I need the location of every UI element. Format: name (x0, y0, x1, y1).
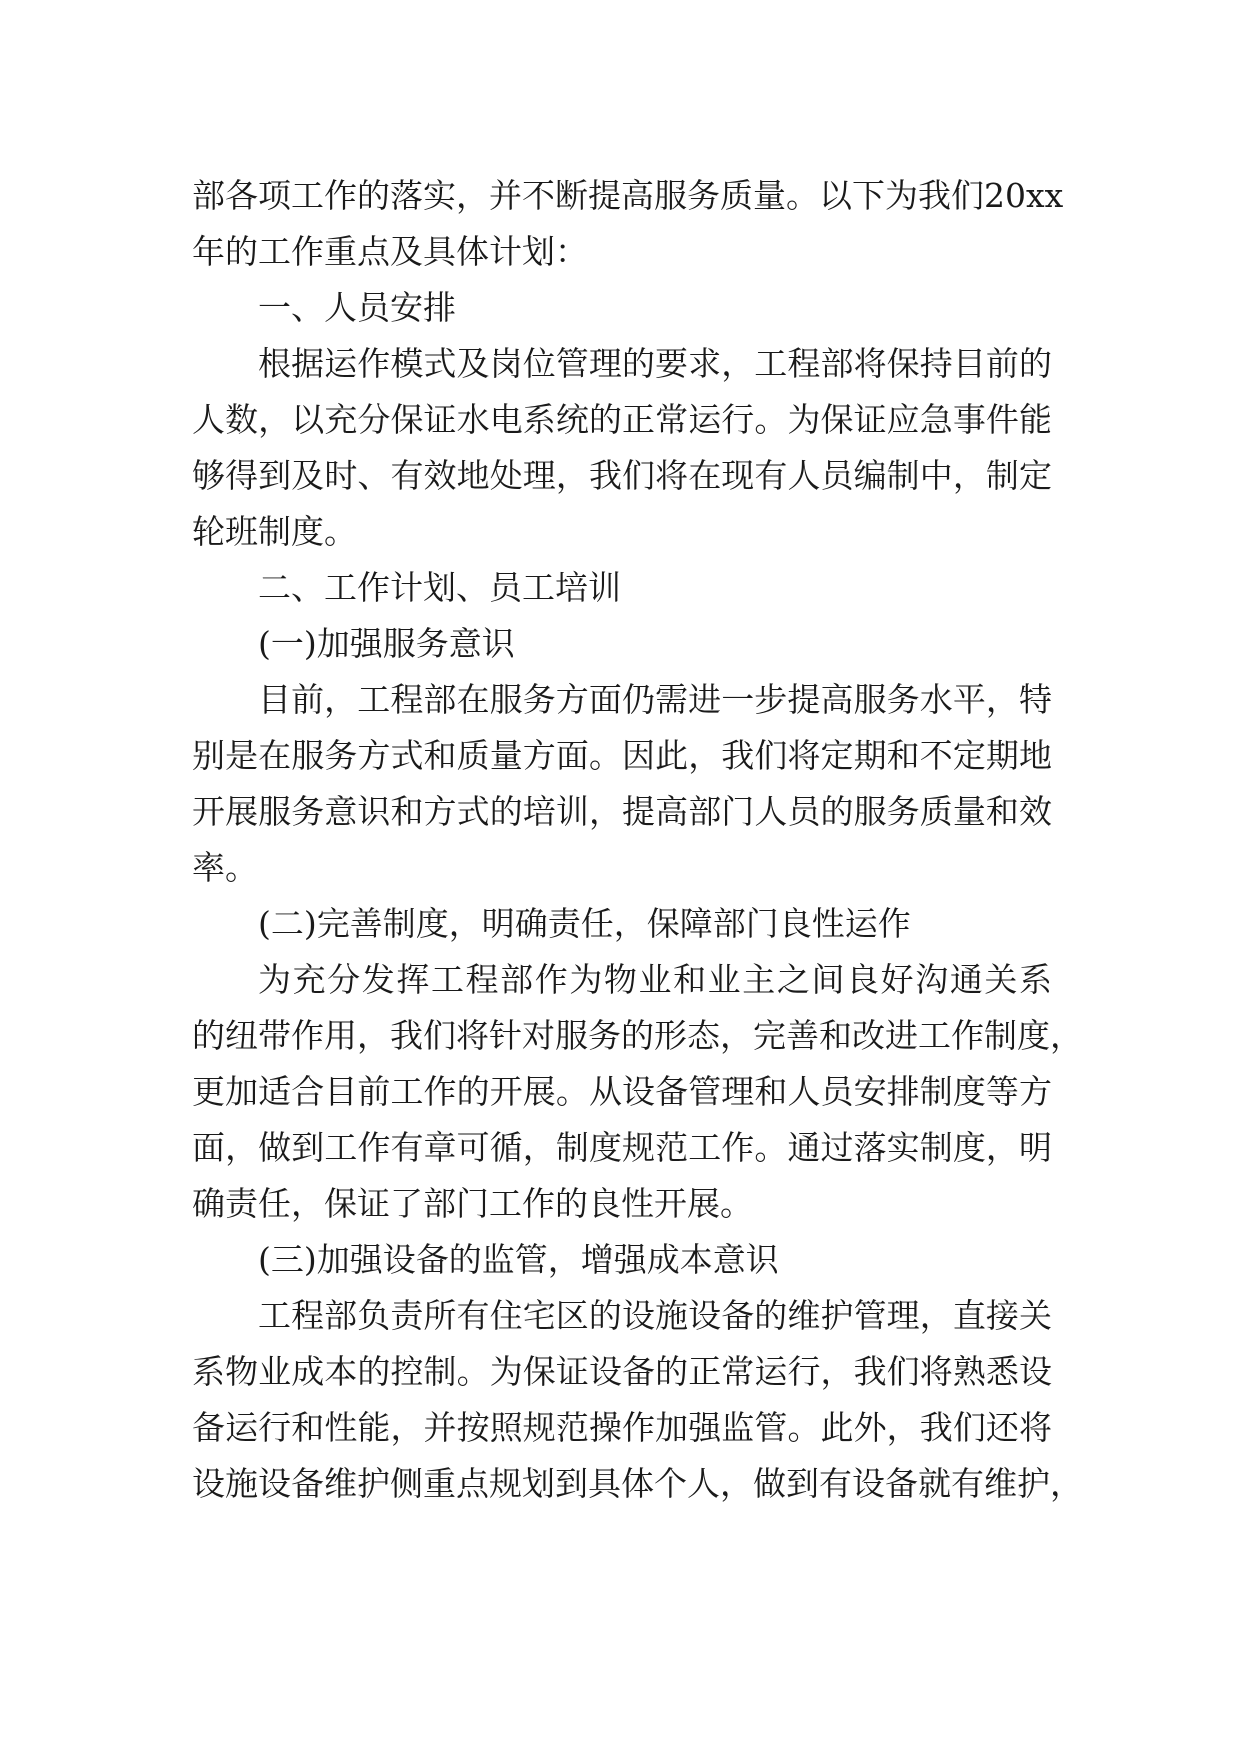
paragraph-line: 别是在服务方式和质量方面。因此，我们将定期和不定期地 (192, 736, 1052, 775)
paragraph-line: 人数，以充分保证水电系统的正常运行。为保证应急事件能 (192, 400, 1052, 439)
paragraph-line: 面，做到工作有章可循，制度规范工作。通过落实制度，明 (192, 1128, 1052, 1167)
paragraph-line: 目前，工程部在服务方面仍需进一步提高服务水平，特 (258, 680, 1052, 719)
paragraph-line: 年的工作重点及具体计划： (192, 232, 588, 271)
section-heading: 一、人员安排 (258, 288, 456, 327)
paragraph-line: 备运行和性能，并按照规范操作加强监管。此外，我们还将 (192, 1408, 1052, 1447)
paragraph-line: 的纽带作用，我们将针对服务的形态，完善和改进工作制度， (192, 1016, 1083, 1055)
paragraph-line: 够得到及时、有效地处理，我们将在现有人员编制中，制定 (192, 456, 1052, 495)
subsection-heading: (二)完善制度，明确责任，保障部门良性运作 (258, 904, 911, 943)
paragraph-line: 确责任，保证了部门工作的良性开展。 (192, 1184, 753, 1223)
paragraph-line: 轮班制度。 (192, 512, 357, 551)
section-heading: 二、工作计划、员工培训 (258, 568, 621, 607)
subsection-heading: (三)加强设备的监管，增强成本意识 (258, 1240, 779, 1279)
paragraph-line: 设施设备维护侧重点规划到具体个人，做到有设备就有维护， (192, 1464, 1083, 1503)
paragraph-line: 开展服务意识和方式的培训，提高部门人员的服务质量和效 (192, 792, 1052, 831)
paragraph-line: 更加适合目前工作的开展。从设备管理和人员安排制度等方 (192, 1072, 1052, 1111)
paragraph-line: 根据运作模式及岗位管理的要求，工程部将保持目前的 (258, 344, 1052, 383)
paragraph-line: 率。 (192, 848, 258, 887)
paragraph-line: 部各项工作的落实，并不断提高服务质量。以下为我们20xx (192, 176, 1064, 215)
paragraph-line: 为充分发挥工程部作为物业和业主之间良好沟通关系 (258, 960, 1052, 999)
paragraph-line: 系物业成本的控制。为保证设备的正常运行，我们将熟悉设 (192, 1352, 1052, 1391)
paragraph-line: 工程部负责所有住宅区的设施设备的维护管理，直接关 (258, 1296, 1052, 1335)
subsection-heading: (一)加强服务意识 (258, 624, 515, 663)
